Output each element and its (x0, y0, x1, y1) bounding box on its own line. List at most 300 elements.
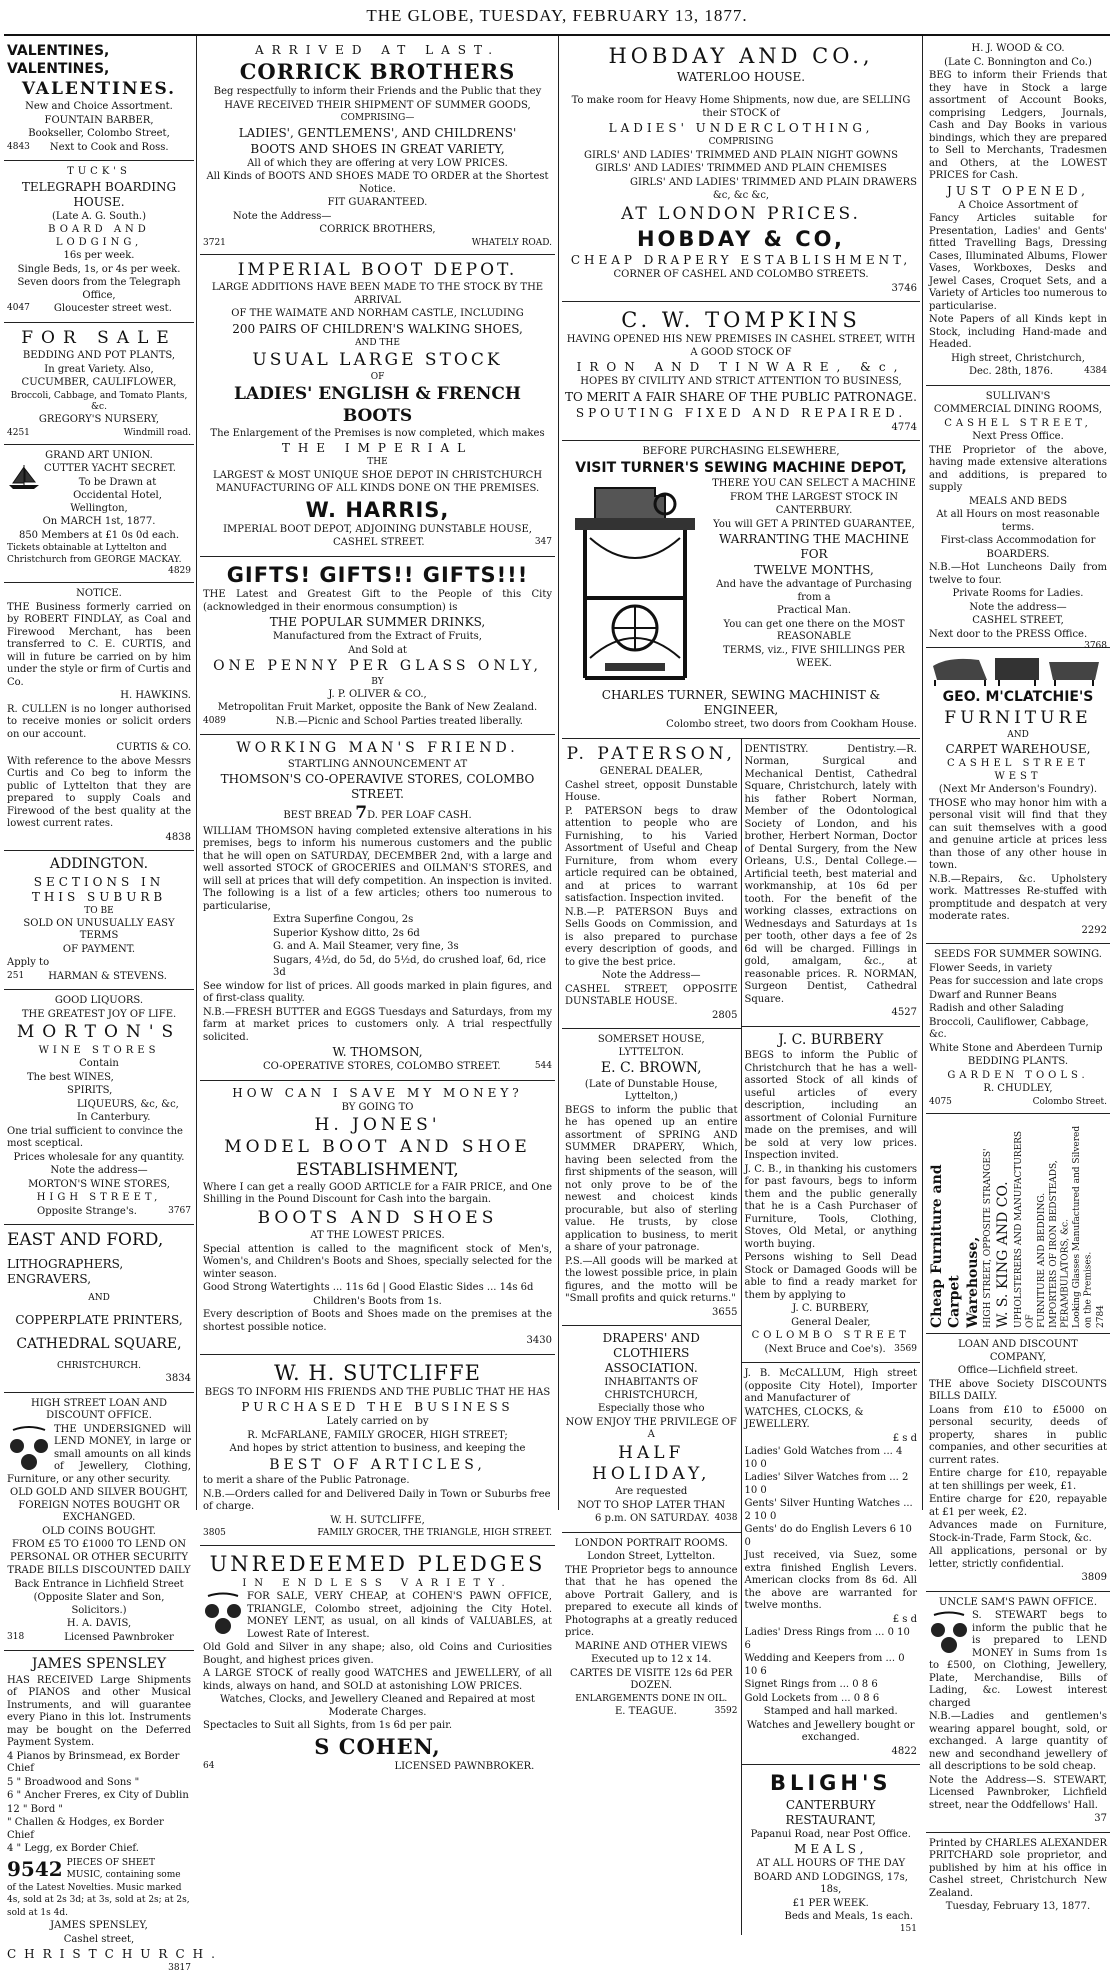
ad-line: Metropolitan Fruit Market, opposite the Bank of New Zealand. (217, 702, 538, 714)
ad-line: Gloucester street west. (53, 303, 172, 315)
ad-line: N.B.—Orders called for and Delivered Daily in Town or Suburbs free of charge. (203, 1488, 551, 1513)
ad-line: London Street, Lyttelton. (587, 1551, 716, 1562)
ad-gifts (200, 557, 555, 736)
ad-line: WARRANTING THE MACHINE FOR (719, 532, 909, 562)
ad-line: HAVE RECEIVED THEIR SHIPMENT OF SUMMER GOODS, (224, 99, 531, 111)
ad-body: FOR SALE, VERY CHEAP, at COHEN'S PAWN OFFICE, TRIANGLE, Colombo street, adjoining the City Hotel. MONEY LENT, as usual, on all kinds of VALUABLES, at Lowest Rate of Interest. (247, 1591, 552, 1640)
ad-body: Note Papers of all Kinds kept in Stock, including Hand-made and Headed. (929, 314, 1107, 350)
ad-line: Note the Address— (602, 970, 701, 981)
ad-line: WEEK. (796, 658, 832, 670)
ad-line: WATERLOO HOUSE. (676, 70, 806, 85)
price-row: Ladies' Dress Rings from ... 0 10 6 (744, 1627, 910, 1651)
ad-line: IN ENDLESS VARIETY. (242, 1577, 513, 1589)
ad-body: Where I can get a really GOOD ARTICLE for a FAIR PRICE, and One Shilling in the Pound Discount for Cash into the bargain. (203, 1181, 552, 1206)
ad-title: GRAND ART UNION. (45, 449, 153, 461)
ad-number: 4774 (891, 421, 917, 433)
ad-hj-wood (926, 38, 1110, 386)
ad-line: D. PER LOAF CASH. (367, 810, 472, 822)
ad-title: CORRICK BROTHERS (239, 59, 516, 84)
ad-line: Licensed Pawnbroker (64, 1631, 174, 1643)
ad-line: One trial sufficient to convince the most sceptical. (7, 1125, 183, 1149)
ad-line: In great Variety. Also, (44, 363, 154, 375)
ad-signature: H. A. DAVIS, (66, 1618, 132, 1630)
ad-line: Single Beds, 1s, or 4s per week. (17, 263, 181, 275)
ad-body: HAS RECEIVED Large Shipments of PIANOS and other Musical Instruments, and will guarantee every Piano in this lot. Instruments may be bought on the Deferred Payment System. (7, 1674, 191, 1749)
list-item: 5 " Broadwood and Sons " (7, 1776, 140, 1788)
list-item: Radish and other Salading (929, 1003, 1064, 1015)
ad-line: BOOTS AND SHOES (257, 1207, 498, 1228)
ad-body: Fancy Articles suitable for Presentation, Ladies' and Gents' fitted Travelling Bags, Dressing Cases, Illuminated Albums, Flower Vases, Workboxes, Desks and Jewel Cases, Croquet Sets, and a Variety of Articles too numerous to particularise. (929, 213, 1107, 312)
ad-line: Beg respectfully to inform their Friends and the Public that they (213, 86, 542, 98)
ad-number: 3767 (168, 1205, 191, 1216)
ad-line: HARMAN & STEVENS. (48, 970, 167, 982)
ad-line: CANTERBURY. (775, 505, 853, 517)
ad-line: Next door to the PRESS Office. (929, 628, 1088, 640)
ad-title: WORKING MAN'S FRIEND. (236, 740, 519, 757)
ad-line: Stamped and hall marked. (763, 1706, 898, 1718)
ad-line: BY GOING TO (341, 1101, 414, 1113)
ad-body: Watches, Clocks, and Jewellery Cleaned and Repaired at most Moderate Charges. (220, 1694, 535, 1718)
list-item: 12 " Bord " (7, 1803, 64, 1815)
ad-line: BY (371, 676, 384, 687)
price-row: Gents' do do English Levers 6 10 0 (744, 1524, 912, 1548)
ad-mcclatchie-furniture (926, 648, 1110, 944)
ad-body: R. CULLEN is no longer authorised to receive monies or solicit orders on our account. (7, 703, 191, 740)
ad-line: CASHEL STREET WEST (947, 758, 1089, 782)
ad-title: P. PATERSON, (566, 743, 736, 764)
ad-line: You will GET A PRINTED GUARANTEE, (713, 518, 915, 530)
ad-line: HALF HOLIDAY, (592, 1442, 711, 1484)
ad-body: THE Proprietor begs to announce that that he has opened the above Portrait Gallery, and is prepared to execute all kinds of Photographs at a greatly reduced price. (565, 1564, 738, 1638)
column-divider (196, 36, 197, 1510)
ad-number: 3655 (712, 1306, 738, 1318)
list-item: 4 Pianos by Brinsmead, ex Border Chief (7, 1750, 180, 1775)
ad-number: 3809 (1081, 1572, 1107, 1583)
ad-line: 200 PAIRS OF CHILDREN'S WALKING SHOES, (232, 321, 523, 336)
ad-line: CARTES DE VISITE 12s 6d PER DOZEN. (570, 1667, 733, 1691)
ad-title: VALENTINES. (21, 79, 177, 99)
ad-line: JUST OPENED, (947, 183, 1089, 198)
ad-line: Back Entrance in Lichfield Street (14, 1578, 184, 1590)
ad-body: Spectacles to Suit all Sights, from 1s 6d per pair. (203, 1720, 453, 1732)
ad-line: HOPES BY CIVILITY AND STRICT ATTENTION TO BUSINESS, (580, 376, 902, 388)
ad-body: Every description of Boots and Shoes made on the premises at the shortest possible notice. (203, 1309, 552, 1333)
ad-line: Cashel street, (63, 1933, 135, 1945)
ad-mortons (4, 990, 194, 1225)
ad-london-portrait-rooms (562, 1533, 741, 1725)
ad-line: Dec. 28th, 1876. (969, 366, 1054, 377)
ad-line: TO MERIT A FAIR SHARE OF THE PUBLIC PATRONAGE. (565, 389, 917, 404)
ad-line: IRON AND TINWARE, &c, (576, 360, 906, 375)
vertical-line: IMPORTERS OF IRON BEDSTEADS, PERAMBULATORS, &c. (1049, 1160, 1071, 1328)
ad-line: Cashel street, opposit Dunstable House. (565, 779, 738, 803)
ad-line: SPIRITS, (67, 1085, 113, 1096)
ad-heading: SOMERSET HOUSE, LYTTELTON. (597, 1034, 705, 1058)
ad-line: Broccoli, Cabbage, and Tomato Plants, &c. (10, 390, 188, 412)
ad-body: S. STEWART begs to inform the public that he is prepared to LEND MONEY in Sums from 1s to £500, on Clothing, Jewellery, Plate, Merchandise, Bills of Lading, &c. Lowest interest charged (929, 1610, 1107, 1709)
ad-line: N.B.—Hot Luncheons Daily from twelve to four. (929, 562, 1107, 586)
ad-line: FIT GUARANTEED. (327, 197, 428, 208)
ad-line: GIRLS' AND LADIES' TRIMMED AND PLAIN DRAWERS (629, 176, 917, 188)
ad-title: EAST AND FORD, (7, 1230, 164, 1250)
ad-line: (Late A. G. South.) (51, 210, 147, 222)
ad-title: NOTICE. (76, 588, 122, 599)
price-row: Ladies' Silver Watches from ... 2 10 0 (744, 1472, 909, 1496)
bread-price: 7 (355, 803, 368, 824)
vertical-line: Cheap Furniture and Carpet (929, 1164, 963, 1328)
ad-number: 347 (534, 537, 552, 548)
ad-line: LICENSED PAWNBROKER. (394, 1761, 535, 1772)
price-header: £ s d (892, 1613, 917, 1625)
ad-line: to merit a share of the Public Patronage. (203, 1475, 410, 1487)
ad-line: Prices wholesale for any quantity. (13, 1151, 185, 1163)
ad-paterson (562, 739, 741, 1029)
ad-line: Practical Man. (776, 605, 852, 617)
left-subcolumn (562, 739, 741, 1935)
column-2 (200, 38, 555, 1772)
ad-number: 4089 (203, 715, 226, 726)
ad-line: CASHEL STREET, (944, 417, 1092, 429)
ad-line: OLD GOLD AND SILVER BOUGHT, FOREIGN NOTES BOUGHT OR EXCHANGED. (10, 1487, 188, 1524)
ad-line: Especially those who (598, 1403, 705, 1414)
ad-line: OF THE WAIMATE AND NORHAM CASTLE, INCLUDING (231, 308, 524, 319)
ad-line: MEALS AND BEDS (968, 495, 1068, 507)
ad-body: THE Latest and Greatest Gift to the People of this City (acknowledged in their enormous consumption) is (203, 589, 552, 613)
ad-line: Colombo Street. (1032, 1096, 1107, 1107)
ad-line: OF PAYMENT. (62, 943, 136, 955)
ad-body: Special attention is called to the magnificent stock of Men's, Women's, and Children's Boots and Shoes, specially selected for the winter season. (203, 1243, 552, 1280)
ad-line: 850 Members at £1 0s 0d each. (18, 529, 180, 541)
ad-line: TRADE BILLS DISCOUNTED DAILY (7, 1565, 191, 1577)
ad-line: NOT TO SHOP LATER THAN (577, 1499, 726, 1511)
ad-title: MODEL BOOT AND SHOE (224, 1137, 531, 1158)
ad-line: FOUNTAIN BARBER, (44, 114, 154, 126)
ad-line: COPPERPLATE PRINTERS, (15, 1312, 183, 1327)
ad-line: LARGEST & MOST UNIQUE SHOE DEPOT IN CHRISTCHURCH (212, 469, 543, 481)
ad-line: At all Hours on most reasonable terms. (936, 509, 1100, 533)
list-item: Superior Kyshow ditto, 2s 6d (273, 927, 420, 939)
ad-body: DENTISTRY. Dentistry.—R. Norman, Surgical and Mechanical Dentist, Cathedral Square, Christchurch, lately with his father Robert Norman, Member of the Odontological Society of London, and his brother, Herbert Norman, Doctor of Dental Surgery, from the New Orleans, U.S., Dental College.—Artificial teeth, best material and workmanship, at 10s 6d per tooth. For the benefit of the working classes, extractions on Wednesdays and Saturdays at 1s per tooth, other days a fee of 2s 6d will be charged. Fillings in gold, amalgam, &c., at reasonable prices. R. NORMAN, Surgeon Dentist, Cathedral Square. (744, 743, 917, 1005)
ad-line: N.B.—Picnic and School Parties treated liberally. (275, 715, 523, 727)
ad-line: OLD COINS BOUGHT. (42, 1525, 156, 1537)
price-row: Gold Lockets from ... 0 8 6 (744, 1692, 880, 1704)
imprint-text: Printed by CHARLES ALEXANDER PRITCHARD sole proprietor, and published by him at his office in Cashel street, Christchurch New Zealand. (929, 1837, 1107, 1899)
ad-number: 3569 (894, 1343, 917, 1354)
ad-body: N.B.—P. PATERSON Buys and Sells Goods on Commission, and is also prepared to purchase every description of goods, and to give the best price. (565, 906, 738, 968)
ad-line: GREGORY'S NURSERY, (38, 414, 160, 425)
ad-line: CASHEL STREET. (333, 537, 425, 549)
price-row: Gents' Silver Hunting Watches ... 2 10 0 (744, 1498, 913, 1522)
ad-title: BLIGH'S (769, 1771, 892, 1796)
ad-line: In Canterbury. (77, 1112, 151, 1123)
ad-line: LADIES' ENGLISH & FRENCH BOOTS (234, 384, 521, 426)
ad-line: COMMERCIAL DINING ROOMS, (933, 404, 1103, 415)
ad-jones-boots (200, 1081, 555, 1355)
ad-line: (Late C. Bonnington and Co.) (944, 56, 1092, 68)
ad-heading: VALENTINES, VALENTINES, (7, 43, 110, 77)
ad-number: 544 (534, 1061, 552, 1071)
yacht-illustration (7, 463, 41, 491)
ad-line: CHRISTCHURCH. (7, 1947, 223, 1962)
ad-line: FROM THE LARGEST STOCK IN (729, 491, 899, 503)
ad-line: CUCUMBER, CAULIFLOWER, (21, 377, 177, 388)
ad-body: THOSE who may honor him with a personal visit will find that they can suit themselves with a good and genuine article at prices less than those of any other house in town. (929, 797, 1107, 872)
ad-signature: W. H. SUTCLIFFE, (330, 1514, 425, 1526)
ad-east-and-ford (4, 1225, 194, 1393)
pawn-balls-illustration (203, 1591, 243, 1637)
ad-imperial-boot-depot (200, 255, 555, 557)
ad-number: 3805 (203, 1528, 226, 1539)
right-subcolumn (741, 739, 921, 1935)
ad-signature: S COHEN, (314, 1733, 441, 1759)
ad-line: TELEGRAPH BOARDING HOUSE. (21, 179, 177, 209)
ad-chudley-seeds (926, 944, 1110, 1114)
ad-line: 16s per week. (63, 250, 135, 262)
ad-line: Private Rooms for Ladies. (952, 588, 1084, 599)
ad-line: BEST BREAD (283, 810, 353, 822)
ad-title: H. J. WOOD & CO. (971, 43, 1065, 54)
ad-number: 4822 (891, 1745, 917, 1757)
ad-line: WATCHES, CLOCKS, & JEWELLERY. (744, 1406, 864, 1431)
ad-body: P.S.—All goods will be marked at the lowest possible price, in plain figures, and the motto will be "Small profits and quick returns." (565, 1255, 738, 1304)
ad-line: CARPET WAREHOUSE, (945, 742, 1091, 757)
ad-line: BEGS TO INFORM HIS FRIENDS AND THE PUBLIC THAT HE HAS (204, 1386, 551, 1398)
ad-signature: J. C. BURBERY, (792, 1303, 870, 1315)
ad-body: BEG to inform their Friends that they have in Stock a large assortment of Account Books, comprising Ledgers, Journals, Cash and Day Books in various bindings, which they are prepared to Sell to Merchants, Tradesmen and Others, at the LOWEST PRICES for Cash. (929, 70, 1107, 181)
ad-line: HOBDAY & CO, (636, 226, 846, 251)
ad-title: LONDON PORTRAIT ROOMS. (574, 1537, 728, 1549)
ad-line: SOLD ON UNUSUALLY EASY TERMS (23, 917, 175, 942)
ad-line: STARTLING ANNOUNCEMENT AT (287, 758, 468, 770)
ad-number: 3817 (168, 1962, 191, 1973)
ad-line: LITHOGRAPHERS, ENGRAVERS, (7, 1257, 124, 1287)
ad-number: 4038 (714, 1513, 738, 1523)
ad-line: AT THE LOWEST PRICES. (310, 1230, 445, 1241)
ad-title: E. C. BROWN, (600, 1060, 702, 1076)
ad-line: All Kinds of BOOTS AND SHOES MADE TO ORDER at the Shortest Notice. (206, 171, 549, 195)
ad-line: High street, Christchurch, (951, 352, 1085, 364)
ad-title: ADDINGTON. (49, 856, 149, 872)
ad-line: Tickets obtainable at Lyttelton and Christchurch from GEORGE MACKAY. (7, 543, 182, 565)
list-item: Extra Superfine Congou, 2s (273, 914, 414, 925)
ad-line: AND THE (355, 337, 400, 348)
printer-imprint (926, 1833, 1110, 1920)
ad-line: HAVING OPENED HIS NEW PREMISES IN CASHEL STREET, WITH A GOOD STOCK OF (566, 334, 916, 358)
ad-unredeemed-pledges (200, 1546, 555, 1780)
ad-line: THE IMPERIAL (281, 441, 474, 456)
ad-title: IMPERIAL BOOT DEPOT. (237, 259, 518, 280)
list-item: White Stone and Aberdeen Turnip (929, 1042, 1103, 1054)
ad-title: C. W. TOMPKINS (621, 308, 861, 332)
ad-line: GIRLS' AND LADIES' TRIMMED AND PLAIN NIGHT GOWNS (583, 149, 899, 161)
ad-signature: CURTIS & CO. (116, 742, 191, 753)
ad-line: IMPERIAL BOOT DEPOT, ADJOINING DUNSTABLE HOUSE, (223, 523, 532, 535)
ad-body: THE Business formerly carried on by ROBERT FINDLAY, as Coal and Firewood Merchant, has been transferred to C. E. CURTIS, and will in future be carried on by him under the style or firm of Curtis and Co. (7, 601, 192, 688)
list-item: " Challen & Hodges, ex Border Chief (7, 1817, 164, 1841)
ad-heading: THE GREATEST JOY OF LIFE. (21, 1008, 177, 1020)
ad-number: 3768 (1084, 641, 1107, 651)
two-column-block (562, 739, 920, 1935)
ad-line: Seven doors from the Telegraph Office, (17, 277, 181, 301)
ad-for-sale (4, 323, 194, 445)
ad-line: AT ALL HOURS OF THE DAY (756, 1858, 906, 1869)
list-item: 4 " Legg, ex Border Chief. (7, 1843, 139, 1855)
ad-line: Windmill road. (123, 427, 191, 438)
masthead-rule (4, 34, 1110, 36)
ad-addington (4, 851, 194, 990)
ad-title: FOR SALE (21, 327, 177, 348)
ad-line: CORRICK BROTHERS, (319, 224, 436, 235)
ad-body: Persons wishing to Sell Dead Stock or Damaged Goods will be able to find a ready market for them by applying to (744, 1252, 917, 1301)
price-row: Ladies' Gold Watches from ... 4 10 0 (744, 1446, 903, 1470)
ad-number: 2784 (1095, 1305, 1106, 1328)
ad-body: WILLIAM THOMSON having completed extensive alterations in his premises, begs to inform his numerous customers and the public that he will open on SATURDAY, DECEMBER 2nd, with a large and well assorted STOCK of GROCERIES and OILMAN'S STORES, and will sell at prices that will defy competition. An inspection is invited. The following is a list of a few articles; others too numerous to particularise, (203, 825, 552, 912)
ad-number: 4843 (7, 141, 30, 152)
ad-line: Papanui Road, near Post Office. (750, 1828, 911, 1840)
ad-body: With reference to the above Messrs Curtis and Co beg to inform the public of Lyttelton that they are prepared to supply Coals and Firewood of the best quality at the lowest current rates. (7, 755, 191, 829)
ad-corrick-brothers (200, 38, 555, 255)
list-item: Dwarf and Runner Beans (929, 989, 1057, 1001)
ad-line: CHARLES TURNER, SEWING MACHINIST & ENGINEER, (601, 688, 881, 718)
ad-line: Watches and Jewellery bought or exchanged. (746, 1719, 915, 1744)
ad-line: New and Choice Assortment. (25, 101, 173, 113)
ad-number: 2805 (712, 1009, 738, 1021)
ad-line: Note the address— (969, 601, 1067, 613)
ad-body: Loans from £10 to £5000 on personal security, deeds of property, shares in public companies, and other securities at current rates. (929, 1404, 1107, 1466)
vertical-line: HIGH STREET, OPPOSITE STRANGES' (983, 1148, 994, 1328)
ad-line: CHRISTCHURCH. (57, 1361, 141, 1371)
ad-line: AND (1007, 730, 1029, 740)
ad-blighs-restaurant (742, 1765, 921, 1934)
ad-line: TO BE (84, 905, 114, 916)
ad-number: 4829 (168, 565, 191, 576)
ad-body: BEGS to inform the public that he has opened up an entire assortment of SPRING AND SUMMER DRAPERY, Which, having been selected from the first shipments of the season, will not only prove to be of the newest and choicest kinds procurable, but also of sterling value. He trusts, by close application to business, to merit a share of your patronage. (565, 1104, 738, 1253)
ad-hobday (562, 38, 920, 302)
ad-number: 151 (899, 1923, 917, 1934)
ad-line: Children's Boots from 1s. (313, 1295, 442, 1307)
ad-number: 251 (7, 970, 25, 981)
list-item: G. and A. Mail Steamer, very fine, 3s (273, 941, 459, 952)
ad-title: LOAN AND DISCOUNT COMPANY, (958, 1339, 1078, 1363)
ad-body: Old Gold and Silver in any shape; also, old Coins and Curiosities Bought, and highest prices given. (203, 1642, 552, 1666)
ad-title: W. H. SUTCLIFFE (274, 1360, 481, 1385)
ad-line: SPOUTING FIXED AND REPAIRED. (575, 405, 907, 420)
ad-line: COMPRISING (708, 137, 774, 148)
ad-line: Manufactured from the Extract of Fruits, (273, 631, 482, 642)
ad-line: And Sold at (348, 644, 407, 656)
ad-line: NOW ENJOY THE PRIVILEGE OF A (565, 1416, 737, 1440)
ad-line: CASHEL STREET, OPPOSITE DUNSTABLE HOUSE. (565, 983, 738, 1007)
ad-line: BOARD AND LODGING, (48, 224, 150, 248)
ad-mccallum-jeweller (742, 1363, 921, 1765)
vertical-line: Looking Glasses Manufactured and Silvered on the Premises. (1072, 1125, 1094, 1328)
ad-tompkins (562, 302, 920, 441)
ad-line: THOMSON'S CO-OPERAVIVE STORES, COLOMBO STREET. (220, 772, 535, 802)
imprint-date: Tuesday, February 13, 1877. (945, 1901, 1091, 1912)
ad-body: N.B.—Ladies and gentlemen's wearing apparel bought, sold, or exchanged. A large quantity of new and secondhand jewellery of all descriptions to be sold cheap. (929, 1711, 1107, 1772)
ad-line: LADIES', GENTLEMENS', AND CHILDRENS' (238, 125, 517, 140)
ad-line: CUTTER YACHT SECRET. (44, 463, 176, 475)
ad-body: BEGS to inform the Public of Christchurch that he has a well-assorted Stock of all kinds of useful articles of every description, including an assortment of Colonial Furniture made on the premises, and will be sold at very low prices. Inspection invited. (744, 1050, 917, 1162)
ad-title: VISIT TURNER'S SEWING MACHINE DEPOT, (575, 459, 907, 476)
ad-line: WHATELY ROAD. (471, 237, 552, 248)
ad-line: Executed up to 12 x 14. (591, 1654, 712, 1665)
ad-sullivans (926, 386, 1110, 649)
ad-title: GIFTS! GIFTS!! GIFTS!!! (226, 562, 529, 587)
ad-line: THE (367, 457, 388, 468)
ad-line: And hopes by strict attention to business, and keeping the (229, 1443, 526, 1455)
ad-line: Note the address— (50, 1165, 148, 1176)
ad-title: HIGH STREET LOAN AND DISCOUNT OFFICE. (30, 1397, 168, 1422)
ad-line: Occidental Hotel, Wellington, (70, 490, 162, 514)
ad-line: AT LONDON PRICES. (621, 203, 861, 224)
ad-line: GARDEN TOOLS. (947, 1069, 1089, 1081)
ad-line: THE POPULAR SUMMER DRINKS, (269, 615, 486, 629)
ad-number: 4075 (929, 1096, 952, 1107)
ad-number: 4838 (165, 831, 191, 843)
ad-number: 4251 (7, 427, 30, 438)
ad-line: CHEAP DRAPERY ESTABLISHMENT, (570, 253, 912, 267)
ad-line: And have the advantage of Purchasing from a (716, 579, 912, 603)
ad-number: 318 (7, 1631, 25, 1642)
ad-title: ESTABLISHMENT, (296, 1159, 459, 1180)
ad-title: UNCLE SAM'S PAWN OFFICE. (938, 1596, 1098, 1608)
ad-line: OF (370, 372, 385, 382)
ad-line: (Late of Dunstable House, Lyttelton,) (584, 1078, 718, 1102)
ad-body: Advances made on Furniture, Stock-in-Trade, Farm Stock, &c. (929, 1520, 1107, 1544)
ad-number: 3834 (165, 1373, 191, 1385)
ad-line: LARGE ADDITIONS HAVE BEEN MADE TO THE STOCK BY THE ARRIVAL (211, 282, 544, 306)
ad-number: 64 (203, 1761, 215, 1771)
ad-title: MORTON'S (16, 1022, 182, 1043)
ad-drapers-association (562, 1326, 741, 1533)
ad-body: P. PATERSON begs to draw attention to people who are Furnishing, to his Varied Assortment of Useful and Cheap Furniture, from whom every article required can be obtained, and at prices to warrant satisfaction. Inspection invited. (565, 805, 738, 904)
ad-line: FROM £5 TO £1000 TO LEND ON PERSONAL OR OTHER SECURITY (10, 1539, 188, 1563)
ad-line: (Next Bruce and Coe's). (764, 1343, 886, 1355)
ad-line: USUAL LARGE STOCK (252, 349, 503, 370)
column-3 (562, 38, 920, 1934)
ad-tucks (4, 161, 194, 323)
ad-number: 3721 (203, 237, 226, 248)
ad-norman-dentist (742, 739, 921, 1027)
ad-sutcliffe (200, 1355, 555, 1546)
ad-line: Opposite Strange's. (37, 1205, 137, 1217)
ad-line: Are requested (615, 1486, 688, 1497)
ad-body: PIECES OF SHEET MUSIC, containing some of the Latest Novelties. Music marked 4s, sold at 2s 3d; at 3s, sold at 2s; at 2s, sold at 1s 4d. (7, 1857, 190, 1918)
ad-signature: H. HAWKINS. (120, 690, 191, 701)
ad-loan-discount-company (926, 1334, 1110, 1592)
ad-line: BEDDING PLANTS. (967, 1056, 1069, 1068)
ad-line: The best WINES, (27, 1071, 114, 1083)
ad-number: 37 (1094, 1813, 1107, 1824)
ad-line: FAMILY GROCER, THE TRIANGLE, HIGH STREET. (317, 1528, 552, 1539)
pawn-balls-illustration (929, 1610, 969, 1656)
vertical-line: FURNITURE AND BEDDING. (1036, 1192, 1047, 1328)
ad-body: Just received, via Suez, some extra finished English Levers. American clocks from 8s 6d. All the above are warranted for twelve months. (744, 1550, 917, 1612)
ad-line: ONE PENNY PER GLASS ONLY, (213, 658, 542, 674)
ad-signature: R. CHUDLEY, (983, 1083, 1053, 1095)
ad-line: CO-OPERATIVE STORES, COLOMBO STREET. (263, 1061, 501, 1072)
ad-line: Contain (79, 1058, 119, 1069)
sheet-music-count: 9542 (7, 1856, 63, 1881)
ad-heading: GOOD LIQUORS. (54, 995, 144, 1007)
ad-art-union (4, 445, 194, 583)
ad-body: A LARGE STOCK of really good WATCHES and JEWELLERY, of all kinds, always on hand, and SOLD at astonishing LOW PRICES. (203, 1668, 552, 1692)
ad-line: TERMS, viz., FIVE SHILLINGS PER (723, 644, 905, 656)
ad-number: 4047 (7, 303, 30, 314)
ad-line: CATHEDRAL SQUARE, (16, 1335, 182, 1352)
ad-burbery (742, 1027, 921, 1364)
